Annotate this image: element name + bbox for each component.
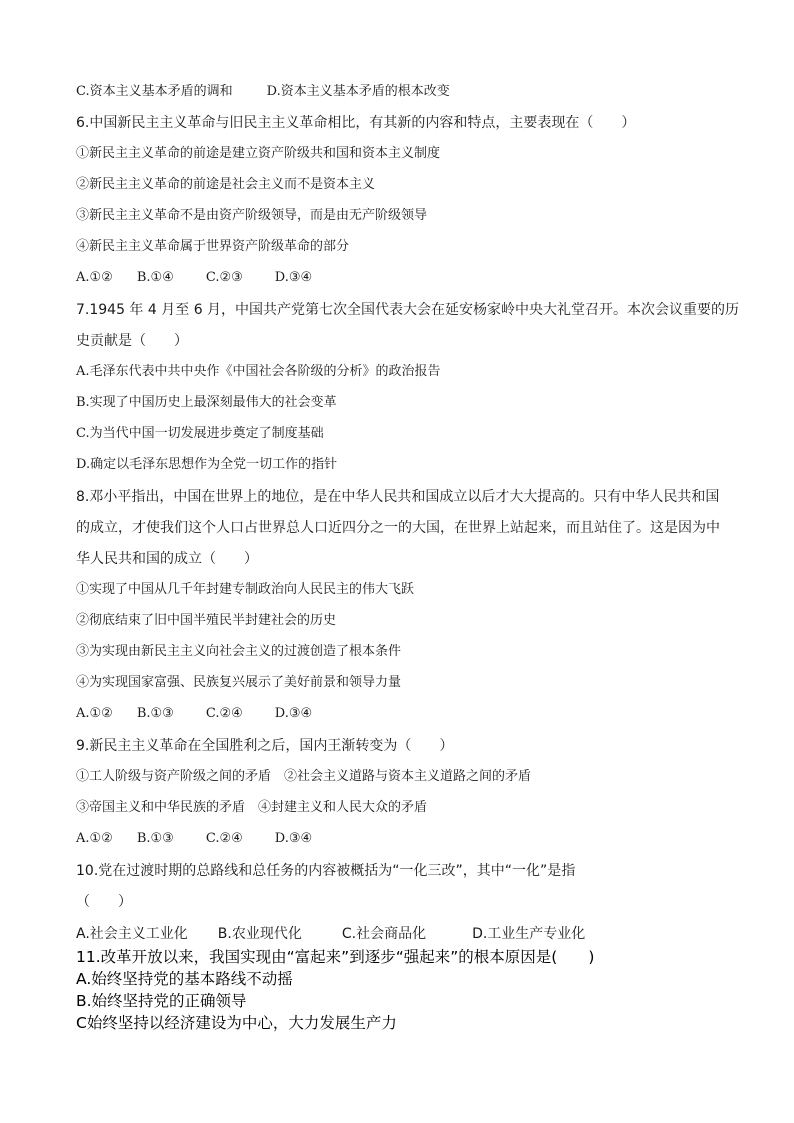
q6-item-3: ③新民主主义革命不是由资产阶级领导，而是由无产阶级领导	[76, 208, 428, 223]
q10-stem: 10.党在过渡时期的总路线和总任务的内容被概括为“一化三改”，其中“一化”是指	[76, 863, 576, 879]
q8-item-2: ②彻底结束了旧中国半殖民半封建社会的历史	[76, 613, 337, 628]
option-c: C.资本主义基本矛盾的调和	[76, 84, 233, 99]
q10-paren: （ ）	[76, 894, 132, 910]
q9-stem: 9.新民主主义革命在全国胜利之后，国内王渐转变为（ ）	[76, 738, 454, 754]
q6-option-b: B.①④	[136, 270, 174, 285]
q10-option-c: C.社会商品化	[341, 926, 427, 942]
q8-option-d: D.③④	[274, 706, 313, 721]
q10-option-d: D.工业生产专业化	[472, 926, 586, 942]
q8-options	[76, 704, 312, 724]
q8-item-1: ①实现了中国从几千年封建专制政治向人民民主的伟大飞跃	[76, 582, 415, 597]
q7-option-a: A.毛泽东代表中共中央作《中国社会各阶级的分析》的政治报告	[76, 364, 441, 379]
q9-items-line1: ①工人阶级与资产阶级之间的矛盾 ②社会主义道路与资本主义道路之间的矛盾	[76, 769, 532, 784]
top-options-row	[76, 82, 450, 102]
q8-option-a: A.①②	[76, 706, 113, 721]
q8-stem-line2: 的成立，才使我们这个人口占世界总人口近四分之一的大国，在世界上站起来，而且站住了。这是因为中	[76, 520, 720, 536]
q11-option-a: A.始终坚持党的基本路线不动摇	[76, 970, 293, 988]
q7-option-c: C.为当代中国一切发展进步奠定了制度基础	[76, 426, 324, 441]
q7-option-d: D.确定以毛泽东思想作为全党一切工作的指针	[76, 457, 338, 472]
q7-option-b: B.实现了中国历史上最深刻最伟大的社会变革	[76, 395, 337, 410]
q9-option-b: B.①③	[136, 831, 174, 846]
q11-stem: 11.改革开放以来，我国实现由“富起来”到逐步“强起来”的根本原因是( )	[76, 948, 595, 966]
q8-option-c: C.②④	[205, 706, 243, 721]
q6-options	[76, 268, 312, 288]
q11-option-b: B.始终坚持党的正确领导	[76, 992, 247, 1010]
q9-options	[76, 829, 312, 849]
q10-options	[76, 924, 585, 944]
q6-option-c: C.②③	[205, 270, 243, 285]
q7-stem-line2: 史贡献是（ ）	[76, 333, 188, 349]
q6-option-d: D.③④	[274, 270, 313, 285]
q10-option-b: B.农业现代化	[217, 926, 302, 942]
q9-option-d: D.③④	[274, 831, 313, 846]
q10-option-a: A.社会主义工业化	[76, 926, 188, 942]
q8-stem-line1: 8.邓小平指出，中国在世界上的地位，是在中华人民共和国成立以后才大大提高的。只有中华人民共和国	[76, 489, 720, 505]
q8-item-3: ③为实现由新民主主义向社会主义的过渡创造了根本条件	[76, 644, 402, 659]
q9-option-c: C.②④	[205, 831, 243, 846]
q8-option-b: B.①③	[136, 706, 174, 721]
q8-item-4: ④为实现国家富强、民族复兴展示了美好前景和领导力量	[76, 675, 402, 690]
q6-stem: 6.中国新民主主义革命与旧民主主义革命相比，有其新的内容和特点，主要表现在（ ）	[76, 115, 636, 131]
q6-item-1: ①新民主主义革命的前途是建立资产阶级共和国和资本主义制度	[76, 146, 441, 161]
q8-stem-line3: 华人民共和国的成立（ ）	[76, 551, 258, 567]
q11-option-c: C始终坚持以经济建设为中心，大力发展生产力	[76, 1014, 397, 1032]
q6-item-2: ②新民主主义革命的前途是社会主义而不是资本主义	[76, 177, 376, 192]
q9-items-line2: ③帝国主义和中华民族的矛盾 ④封建主义和人民大众的矛盾	[76, 800, 428, 815]
q7-stem-line1: 7.1945 年 4 月至 6 月，中国共产党第七次全国代表大会在延安杨家岭中央大礼堂召开。本次会议重要的历	[76, 302, 740, 318]
q6-item-4: ④新民主主义革命属于世界资产阶级革命的部分	[76, 239, 350, 254]
q6-option-a: A.①②	[76, 270, 113, 285]
option-d: D.资本主义基本矛盾的根本改变	[266, 84, 450, 99]
q9-option-a: A.①②	[76, 831, 113, 846]
